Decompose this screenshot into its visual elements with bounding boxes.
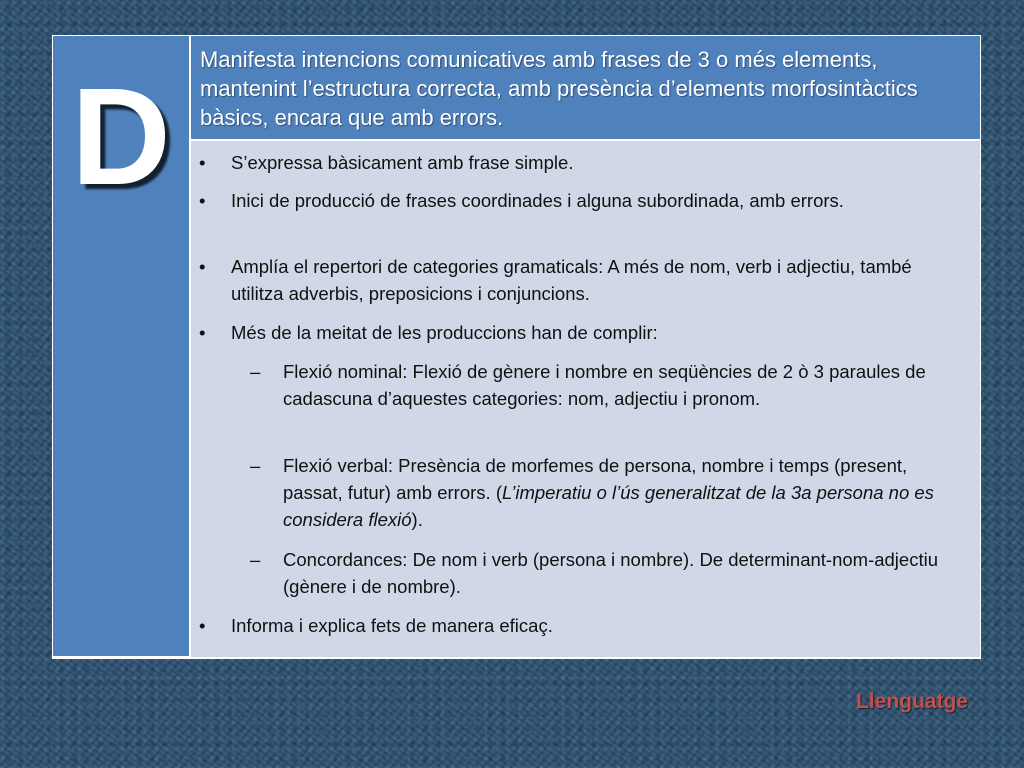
footer-label: Llenguatge bbox=[855, 690, 968, 713]
dash-marker: – bbox=[250, 549, 261, 570]
dash-marker: – bbox=[250, 361, 261, 382]
sub-list-item: Concordances: De nom i verb (persona i nombre). De determinant-nom-adjectiu (gènere i de nombre). bbox=[283, 549, 938, 597]
dash-marker: – bbox=[250, 455, 261, 476]
sub-list-item bbox=[283, 452, 963, 533]
bullet-marker: • bbox=[199, 256, 206, 277]
level-letter: D bbox=[71, 60, 171, 214]
list-item: Més de la meitat de les produccions han de complir: bbox=[231, 322, 658, 343]
criteria-table bbox=[52, 35, 981, 659]
bullet-marker: • bbox=[199, 615, 206, 636]
list-item: Inici de producció de frases coordinades i alguna subordinada, amb errors. bbox=[231, 190, 844, 211]
level-letter-cell bbox=[53, 36, 189, 656]
criteria-header: Manifesta intencions comunicatives amb frases de 3 o més elements, mantenint l’estructura correcta, amb presència d’elements morfosintàctics bàsics, encara que amb errors. bbox=[200, 47, 918, 130]
sub-item-italic-note: L’imperatiu o l’ús generalitzat de la 3a persona no es considera flexió bbox=[283, 482, 934, 530]
criteria-body bbox=[191, 141, 980, 657]
sub-item-text: Flexió verbal: Presència de morfemes de persona, nombre i temps (present, passat, futur) amb errors. ( bbox=[283, 455, 908, 503]
bullet-marker: • bbox=[199, 190, 206, 211]
list-item: Amplía el repertori de categories gramaticals: A més de nom, verb i adjectiu, també utilitza adverbis, preposicions i conjuncions. bbox=[231, 256, 912, 304]
sub-list-item: Flexió nominal: Flexió de gènere i nombre en seqüències de 2 ò 3 paraules de cadascuna d’aquestes categories: nom, adjectiu i pronom. bbox=[283, 361, 926, 409]
list-item: S’expressa bàsicament amb frase simple. bbox=[231, 152, 574, 173]
header-cell bbox=[191, 36, 980, 139]
sub-item-text: ). bbox=[411, 509, 423, 530]
list-item: Informa i explica fets de manera eficaç. bbox=[231, 615, 553, 636]
bullet-marker: • bbox=[199, 322, 206, 343]
bullet-marker: • bbox=[199, 152, 206, 173]
